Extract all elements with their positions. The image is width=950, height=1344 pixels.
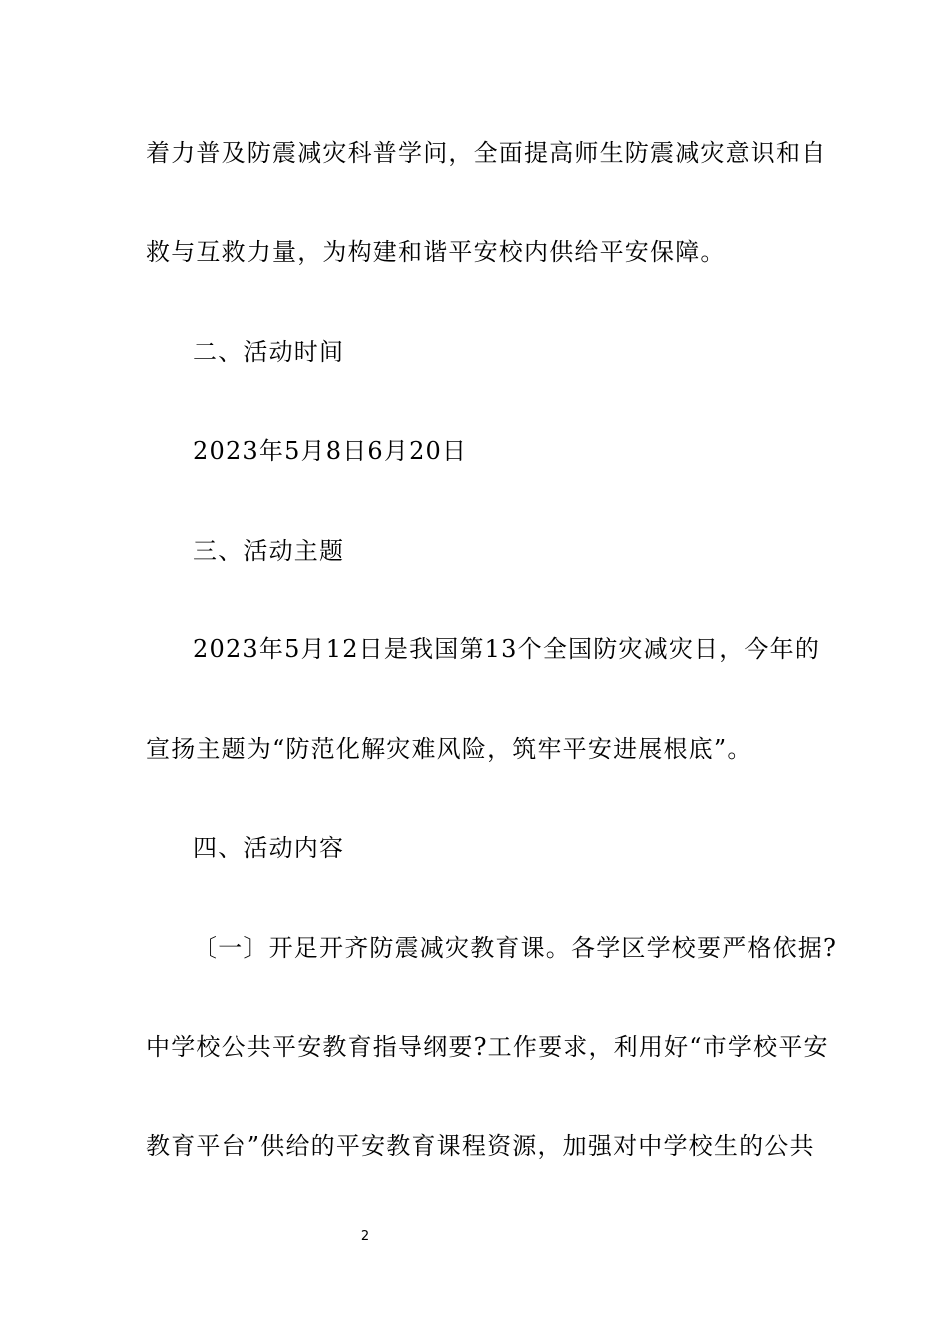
section-heading: 四、活动内容 [193,834,345,862]
paragraph-line: 2023年5月12日是我国第13个全国防灾减灾日，今年的 [193,635,821,663]
section-heading: 三、活动主题 [193,537,345,565]
paragraph-line: 中学校公共平安教育指导纲要?工作要求，利用好“市学校平安 [146,1033,829,1061]
paragraph-line: 救与互救力量，为构建和谐平安校内供给平安保障。 [146,238,726,266]
section-heading: 二、活动时间 [193,338,345,366]
paragraph-line: 着力普及防震减灾科普学问，全面提高师生防震减灾意识和自 [146,139,827,167]
paragraph-line: 〔一〕开足开齐防震减灾教育课。各学区学校要严格依据? [193,934,838,962]
paragraph-line: 宣扬主题为“防范化解灾难风险，筑牢平安进展根底”。 [146,735,753,763]
paragraph-line: 教育平台”供给的平安教育课程资源，加强对中学校生的公共 [146,1132,815,1160]
paragraph-line: 2023年5月8日6月20日 [193,437,468,465]
page-number: 2 [360,1229,370,1244]
